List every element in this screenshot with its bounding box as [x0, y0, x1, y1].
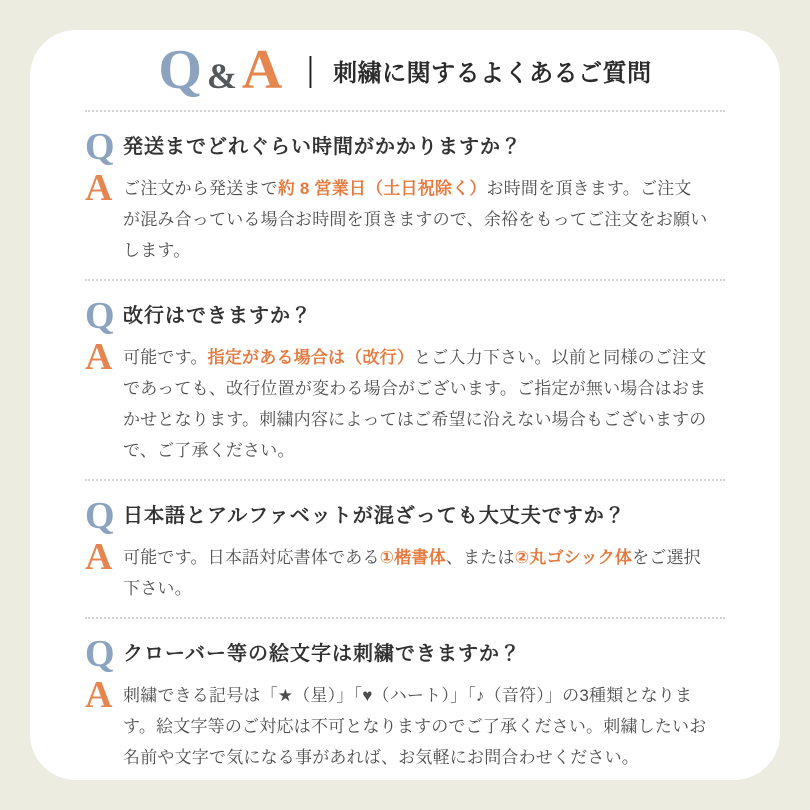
answer-segment-text: 可能です。 [123, 348, 208, 367]
question-marker-icon: Q [85, 295, 115, 337]
answer-text [123, 342, 708, 466]
question-row [85, 112, 725, 168]
page-title: 刺繍に関するよくあるご質問 [333, 59, 652, 87]
qa-block [85, 110, 725, 279]
header-divider-bar: | [307, 51, 314, 89]
qa-block [85, 479, 725, 617]
faq-header [30, 30, 780, 110]
answer-segment-text: をご選択下さい。 [123, 548, 701, 598]
question-marker-icon: Q [85, 495, 115, 537]
answer-marker-icon: A [85, 167, 113, 209]
answer-segment-text: ご注文から発送まで [123, 179, 278, 198]
answer-row [85, 336, 725, 479]
qa-block [85, 617, 725, 786]
question-row [85, 619, 725, 675]
qa-logo-a: A [241, 39, 283, 101]
answer-highlight-text: ②丸ゴシック体 [514, 548, 633, 567]
question-marker-icon: Q [85, 633, 115, 675]
answer-text [123, 680, 708, 773]
question-text: 発送までどれぐらい時間がかかりますか？ [123, 136, 522, 158]
answer-highlight-text: ①楷書体 [379, 548, 446, 567]
answer-marker-icon: A [85, 336, 113, 378]
answer-segment-text: 可能です。日本語対応書体である [123, 548, 380, 567]
qa-block [85, 279, 725, 479]
qa-logo-ampersand: & [206, 56, 237, 96]
answer-marker-icon: A [85, 674, 113, 716]
qa-logo [158, 39, 283, 101]
answer-text [123, 173, 708, 266]
answer-marker-icon: A [85, 536, 113, 578]
answer-highlight-text: 約 8 営業日（土日祝除く） [277, 179, 487, 198]
question-row [85, 481, 725, 537]
answer-highlight-text: 指定がある場合は（改行） [207, 348, 415, 367]
qa-logo-q: Q [158, 39, 202, 101]
question-text: 改行はできますか？ [123, 305, 312, 327]
answer-segment-text: お時間を頂きます。ご注文が混み合っている場合お時間を頂きますので、余裕をもってご注文をお願いします。 [123, 179, 708, 260]
question-text: クローバー等の絵文字は刺繍できますか？ [123, 643, 521, 665]
question-row [85, 281, 725, 337]
faq-card [30, 30, 780, 780]
answer-segment-text: 、または [445, 548, 515, 567]
faq-list [30, 110, 780, 786]
answer-segment-text: とご入力下さい。以前と同様のご注文であっても、改行位置が変わる場合がございます。ご指定が無い場合はおまかせとなります。刺繍内容によってはご希望に沿えない場合もございますので、ご了承ください。 [123, 348, 707, 460]
answer-segment-text: 刺繍できる記号は「★（星）」「♥（ハート）」「♪（音符）」の3種類となります。絵文字等のご対応は不可となりますのでご了承ください。刺繍したいお名前や文字で気になる事があれば、お気軽にお問合わせください。 [123, 686, 707, 767]
answer-row [85, 674, 725, 786]
question-marker-icon: Q [85, 126, 115, 168]
answer-text [123, 542, 708, 604]
answer-row [85, 536, 725, 617]
question-text: 日本語とアルファベットが混ざっても大丈夫ですか？ [123, 505, 626, 527]
answer-row [85, 167, 725, 279]
